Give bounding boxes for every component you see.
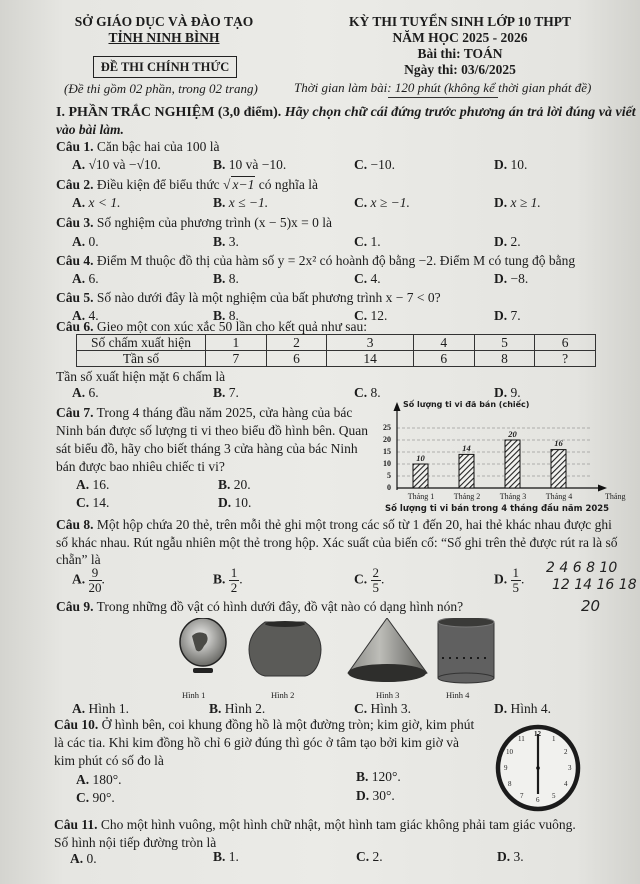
- question-label: Câu 3.: [56, 215, 94, 230]
- option-text: 10.: [234, 495, 252, 510]
- section-instruction: Hãy chọn chữ cái đứng trước phương án trả lời đúng và viết: [284, 105, 636, 120]
- question-text: Cho một hình vuông, một hình chữ nhật, một hình tam giác không phải tam giác vuông.: [100, 817, 576, 832]
- handwritten-note: 2 4 6 8 10: [546, 560, 618, 576]
- option-text: 10 và −10.: [228, 157, 287, 172]
- chart-x-label: Tháng: [605, 492, 626, 501]
- y-tick: 15: [383, 447, 391, 456]
- x-tick: Tháng 2: [453, 492, 481, 501]
- option-text: x < 1.: [88, 195, 121, 210]
- chart-title: Số lượng ti vi bán trong 4 tháng đầu năm 2025: [385, 504, 610, 514]
- x-tick: Tháng 3: [499, 492, 527, 501]
- q4-option-b[interactable]: B. 8.: [213, 271, 239, 286]
- q3-option-c[interactable]: C. 1.: [354, 234, 381, 249]
- bar-chart: [355, 398, 640, 518]
- table-cell: 6: [535, 335, 596, 351]
- clock-number: 9: [504, 764, 508, 772]
- q2-option-a[interactable]: A. x < 1.: [72, 195, 121, 210]
- clock-number: 11: [518, 735, 525, 743]
- numerator: 2: [372, 565, 379, 580]
- question-7-line2: Ninh bán được số lượng ti vi theo biểu đồ hình bên. Quan: [56, 423, 368, 438]
- q1-option-c[interactable]: C. −10.: [354, 157, 395, 172]
- q2-option-c[interactable]: C. x ≥ −1.: [354, 195, 410, 210]
- clock-number: 12: [534, 730, 541, 738]
- fraction: [229, 566, 240, 595]
- table-cell: 6: [266, 351, 327, 367]
- option-text: Hình 3.: [370, 701, 411, 716]
- q5-option-c[interactable]: C. 12.: [354, 308, 388, 323]
- numerator: 9: [89, 566, 102, 581]
- option-text: √10 và −√10.: [88, 157, 161, 172]
- figure-caption: Hình 2: [271, 690, 295, 700]
- question-10: [54, 716, 474, 734]
- table-cell: 14: [327, 351, 414, 367]
- question-label: Câu 6.: [56, 319, 94, 334]
- q11-option-d[interactable]: D. 3.: [497, 849, 524, 864]
- q10-option-d[interactable]: D. 30°.: [356, 788, 395, 803]
- option-text: 14.: [92, 495, 110, 510]
- q6-option-b[interactable]: B. 7.: [213, 385, 239, 400]
- option-text: x ≤ −1.: [228, 195, 269, 210]
- table-cell: ?: [535, 351, 596, 367]
- table-cell: 6: [413, 351, 474, 367]
- q9-option-c[interactable]: C. Hình 3.: [354, 701, 411, 716]
- denominator: 5: [512, 580, 519, 595]
- question-label: Câu 8.: [56, 517, 94, 532]
- clock-number: 6: [536, 796, 540, 804]
- table-cell: 3: [327, 335, 414, 351]
- question-label: Câu 5.: [56, 290, 94, 305]
- question-label: Câu 4.: [56, 253, 94, 268]
- q11-option-a[interactable]: A. 0.: [70, 851, 97, 866]
- q8-option-b[interactable]: B. $\frac{1}{2}$ .: [213, 565, 243, 595]
- option-text: 8.: [228, 308, 239, 323]
- question-text: Điều kiện để biểu thức: [96, 177, 220, 192]
- question-text: Một hộp chứa 20 thẻ, trên mỗi thẻ ghi một trong các số từ 1 đến 20, hai thẻ khác nhau được ghi: [96, 517, 612, 532]
- q6-option-a[interactable]: A. 6.: [72, 385, 99, 400]
- option-text: 1.: [370, 234, 381, 249]
- y-tick: 5: [387, 471, 391, 480]
- clock-number: 1: [552, 735, 556, 743]
- denominator: 2: [230, 580, 238, 595]
- question-7-line4: bán được bao nhiêu chiếc ti vi?: [56, 459, 225, 474]
- question-label: Câu 7.: [56, 405, 94, 420]
- globe-figure: [180, 618, 226, 673]
- figure-caption: Hình 1: [182, 690, 206, 700]
- x-tick: Tháng 1: [407, 492, 435, 501]
- vase-figure: [249, 621, 321, 676]
- option-text: 3.: [228, 234, 239, 249]
- option-text: 20.: [233, 477, 251, 492]
- option-text: x ≥ −1.: [370, 195, 410, 210]
- option-text: 180°.: [92, 772, 122, 787]
- sqrt-expression: x−1: [232, 177, 255, 192]
- q4-option-c[interactable]: C. 4.: [354, 271, 381, 286]
- q7-option-d[interactable]: D. 10.: [218, 495, 252, 510]
- question-label: Câu 2.: [56, 177, 94, 192]
- option-text: 8.: [228, 271, 239, 286]
- option-text: 0.: [88, 234, 99, 249]
- option-text: 4.: [88, 308, 99, 323]
- table-cell: 8: [474, 351, 535, 367]
- q8-option-d[interactable]: D. $\frac{1}{5}$ .: [494, 565, 525, 595]
- q1-option-d[interactable]: D. 10.: [494, 157, 528, 172]
- option-text: 9.: [510, 385, 521, 400]
- option-text: 120°.: [371, 769, 401, 784]
- fraction: [371, 566, 382, 595]
- q7-option-b[interactable]: B. 20.: [218, 477, 251, 492]
- clock-number: 4: [564, 780, 568, 788]
- q1-option-a[interactable]: A. √10 và −√10.: [72, 157, 161, 172]
- subject: Bài thi: TOÁN: [417, 46, 503, 61]
- x-tick: Tháng 4: [545, 492, 573, 501]
- question-8: [56, 516, 612, 534]
- option-text: 0.: [86, 851, 97, 866]
- question-10-line3: kim phút có số đo là: [54, 753, 164, 768]
- question-text: Gieo một con xúc xắc 50 lần cho kết quả như sau:: [96, 319, 368, 334]
- q6-option-d[interactable]: D. 9.: [494, 385, 521, 400]
- question-text: Ở hình bên, coi khung đồng hồ là một đường tròn; kim giờ, kim phút: [101, 717, 475, 732]
- exam-duration: Thời gian làm bài: 120 phút (không kể thời gian phát đề): [294, 80, 592, 95]
- handwritten-note: 20: [581, 597, 601, 615]
- q10-option-b[interactable]: B. 120°.: [356, 769, 401, 784]
- question-3: [56, 214, 332, 232]
- table-cell: 7: [206, 351, 267, 367]
- question-text: Trong những đồ vật có hình dưới đây, đồ vật nào có dạng hình nón?: [96, 599, 464, 614]
- figure-caption: Hình 4: [446, 690, 470, 700]
- bar-value-label: 10: [416, 453, 425, 463]
- q7-option-a[interactable]: A. 16.: [76, 477, 110, 492]
- fraction: [89, 566, 102, 595]
- question-label: Câu 10.: [54, 717, 99, 732]
- handwritten-note: 12 14 16 18: [552, 577, 637, 593]
- option-text: −10.: [370, 157, 395, 172]
- option-text: 2.: [510, 234, 521, 249]
- bar-value-label: 14: [462, 443, 471, 453]
- question-label: Câu 9.: [56, 599, 94, 614]
- question-8-line2: số khác nhau. Rút ngẫu nhiên một thẻ trong hộp. Xác suất của biến cố: “Số ghi trên thẻ được rút ra là số: [56, 535, 618, 550]
- option-text: 6.: [88, 385, 99, 400]
- page-count-note: (Đề thi gồm 02 phần, trong 02 trang): [64, 81, 258, 96]
- section-heading: [56, 104, 636, 122]
- table-header-cell: Số chấm xuất hiện: [77, 335, 206, 351]
- q3-option-a[interactable]: A. 0.: [72, 234, 99, 249]
- table-cell: 5: [474, 335, 535, 351]
- denominator: 20: [88, 580, 102, 595]
- option-text: 1.: [228, 849, 239, 864]
- q3-option-b[interactable]: B. 3.: [213, 234, 239, 249]
- question-text: Căn bậc hai của 100 là: [96, 139, 220, 154]
- option-text: Hình 2.: [224, 701, 266, 716]
- table-header-cell: Tần số: [77, 351, 206, 367]
- table-row: [77, 335, 596, 351]
- cylinder-figure: [438, 618, 494, 683]
- q5-option-d[interactable]: D. 7.: [494, 308, 521, 323]
- y-tick: 25: [383, 423, 391, 432]
- option-text: 12.: [370, 308, 388, 323]
- clock-number: 8: [508, 780, 512, 788]
- question-4: [56, 252, 575, 270]
- question-7-line3: sát biểu đồ, hãy cho biết tháng 3 cửa hàng của bác Ninh: [56, 441, 358, 456]
- fraction: [511, 566, 522, 595]
- q2-option-b[interactable]: B. x ≤ −1.: [213, 195, 269, 210]
- clock-number: 3: [568, 764, 572, 772]
- question-text: Điểm M thuộc đồ thị của hàm số y = 2x² có hoành độ bằng −2. Điểm M có tung độ bằng: [96, 253, 576, 268]
- q10-option-a[interactable]: A. 180°.: [76, 772, 122, 787]
- figure-caption: Hình 3: [376, 690, 400, 700]
- q10-option-c[interactable]: C. 90°.: [76, 790, 115, 805]
- frequency-table: [76, 334, 596, 367]
- y-tick: 0: [387, 483, 391, 492]
- option-text: 7.: [510, 308, 521, 323]
- province-name: TỈNH NINH BÌNH: [108, 30, 220, 45]
- question-text: Số nghiệm của phương trình (x − 5)x = 0 là: [96, 215, 333, 230]
- clock-number: 7: [520, 792, 524, 800]
- question-text: có nghĩa là: [258, 177, 318, 192]
- option-text: 30°.: [372, 788, 395, 803]
- option-text: −8.: [510, 271, 529, 286]
- option-text: 3.: [513, 849, 524, 864]
- q7-option-c[interactable]: C. 14.: [76, 495, 110, 510]
- q11-option-b[interactable]: B. 1.: [213, 849, 239, 864]
- q6-option-c[interactable]: C. 8.: [354, 385, 381, 400]
- option-text: 10.: [510, 157, 528, 172]
- clock-number: 10: [506, 748, 513, 756]
- bar-value-label: 16: [554, 438, 563, 448]
- question-label: Câu 11.: [54, 817, 98, 832]
- question-2: Câu 2. Điều kiện để biểu thức √ x−1 có nghĩa là: [56, 177, 318, 192]
- q8-option-c[interactable]: C. $\frac{2}{5}$ .: [354, 565, 385, 595]
- bar-value-label: 20: [508, 429, 517, 439]
- question-9: [56, 598, 463, 616]
- clock-number: 2: [564, 748, 568, 756]
- option-text: 6.: [88, 271, 99, 286]
- option-text: 8.: [370, 385, 381, 400]
- table-cell: 2: [266, 335, 327, 351]
- option-text: Hình 4.: [510, 701, 551, 716]
- denominator: 5: [372, 580, 379, 595]
- y-tick: 10: [383, 459, 391, 468]
- section-instruction-cont: vào bài làm.: [56, 122, 124, 137]
- question-text: Trong 4 tháng đầu năm 2025, cửa hàng của bác: [96, 405, 353, 420]
- chart-y-label: Số lượng ti vi đã bán (chiếc): [403, 400, 530, 409]
- exam-date: Ngày thi: 03/6/2025: [404, 62, 516, 77]
- table-cell: 4: [413, 335, 474, 351]
- y-tick: 20: [383, 435, 391, 444]
- official-exam-label: ĐỀ THI CHÍNH THỨC: [93, 56, 237, 78]
- department-name: SỞ GIÁO DỤC VÀ ĐÀO TẠO: [74, 14, 254, 29]
- option-text: Hình 1.: [88, 701, 129, 716]
- question-5: [56, 289, 441, 307]
- clock-number: 5: [552, 792, 556, 800]
- question-8-line3: chẵn” là: [56, 552, 101, 567]
- question-label: Câu 1.: [56, 139, 94, 154]
- question-6-followup: Tần số xuất hiện mặt 6 chấm là: [56, 369, 226, 384]
- clock-figure: [494, 724, 584, 812]
- numerator: 1: [512, 565, 519, 580]
- question-11: [54, 816, 576, 834]
- q4-option-a[interactable]: A. 6.: [72, 271, 99, 286]
- question-text: Số nào dưới đây là một nghiệm của bất phương trình x − 7 < 0?: [96, 290, 441, 305]
- q1-option-b[interactable]: B. 10 và −10.: [213, 157, 287, 172]
- cone-figure: [348, 618, 427, 682]
- numerator: 1: [230, 565, 238, 580]
- section-title: I. PHẦN TRẮC NGHIỆM (3,0 điểm).: [56, 105, 282, 120]
- q5-option-b[interactable]: B. 8.: [213, 308, 239, 323]
- school-year: NĂM HỌC 2025 - 2026: [392, 30, 528, 45]
- divider: [388, 97, 498, 98]
- question-11-line2: Số hình nội tiếp đường tròn là: [54, 835, 217, 850]
- question-10-line2: là các tia. Khi kim đồng hồ chỉ 6 giờ đúng thì góc ở tâm tạo bởi kim giờ và: [54, 735, 459, 750]
- option-text: 7.: [228, 385, 239, 400]
- exam-name: KỲ THI TUYỂN SINH LỚP 10 THPT: [348, 14, 572, 29]
- table-cell: 1: [206, 335, 267, 351]
- q9-option-d[interactable]: D. Hình 4.: [494, 701, 551, 716]
- question-9-figures: [170, 618, 500, 688]
- q9-option-a[interactable]: A. Hình 1.: [72, 701, 129, 716]
- question-1: [56, 138, 219, 156]
- q11-option-c[interactable]: C. 2.: [356, 849, 383, 864]
- q4-option-d[interactable]: D. −8.: [494, 271, 529, 286]
- q2-option-d[interactable]: D. x ≥ 1.: [494, 195, 541, 210]
- q5-option-a[interactable]: A. 4.: [72, 308, 99, 323]
- question-7: [56, 404, 352, 422]
- option-text: 4.: [370, 271, 381, 286]
- table-row: [77, 351, 596, 367]
- option-text: 16.: [92, 477, 110, 492]
- q8-option-a[interactable]: A. $\frac{9}{20}$ .: [72, 565, 105, 595]
- q9-option-b[interactable]: B. Hình 2.: [209, 701, 266, 716]
- q3-option-d[interactable]: D. 2.: [494, 234, 521, 249]
- option-text: x ≥ 1.: [510, 195, 541, 210]
- option-text: 2.: [372, 849, 383, 864]
- option-text: 90°.: [92, 790, 115, 805]
